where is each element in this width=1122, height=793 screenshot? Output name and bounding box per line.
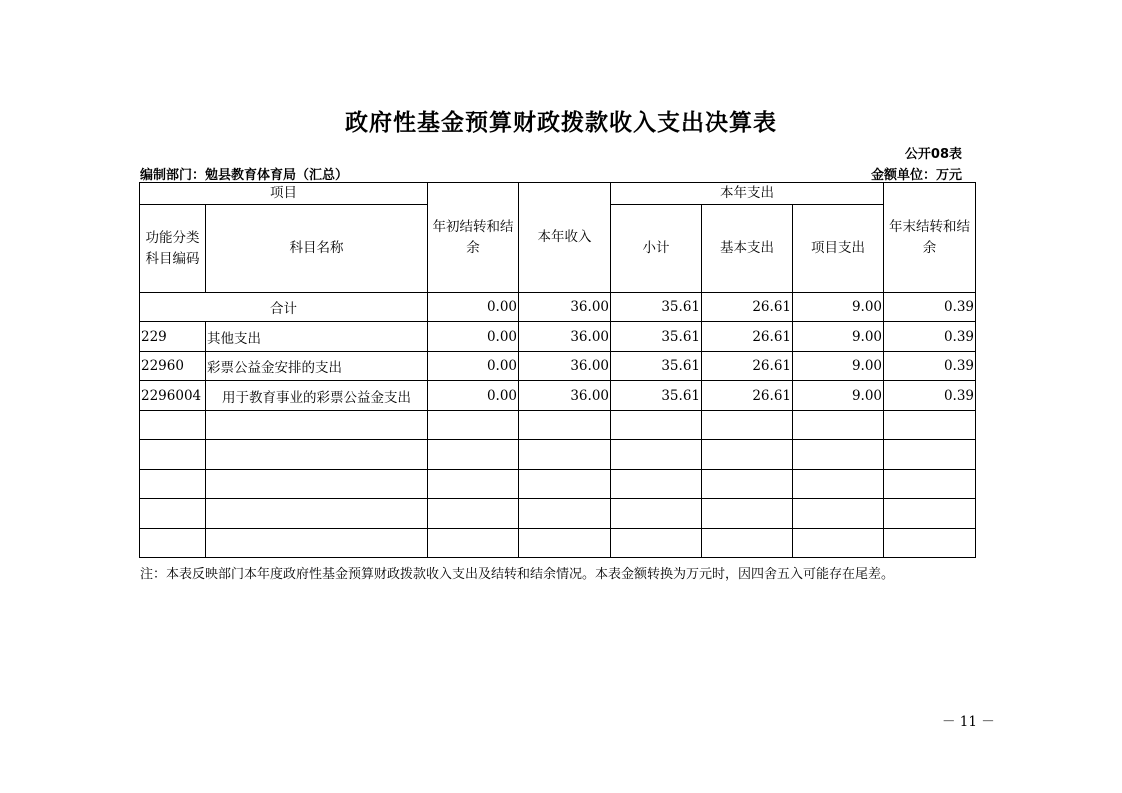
budget-table — [139, 182, 976, 558]
table-row — [140, 352, 976, 381]
header-project: 项目 — [140, 183, 428, 205]
header-begin-balance: 年初结转和结余 — [428, 183, 519, 293]
row-name: 彩票公益金安排的支出 — [206, 352, 428, 381]
row-value: 9.00 — [793, 352, 884, 381]
empty-row — [140, 411, 976, 440]
form-number: 公开08表 — [904, 147, 962, 162]
empty-row — [140, 470, 976, 499]
row-value: 0.39 — [884, 352, 976, 381]
total-value: 0.39 — [884, 293, 976, 322]
report-title: 政府性基金预算财政拨款收入支出决算表 — [345, 110, 777, 136]
row-value: 36.00 — [519, 381, 611, 411]
amount-unit: 金额单位：万元 — [870, 168, 962, 183]
total-value: 26.61 — [702, 293, 793, 322]
row-value: 0.00 — [428, 381, 519, 411]
header-project-exp: 项目支出 — [793, 205, 884, 293]
compiling-department: 编制部门：勉县教育体育局（汇总） — [140, 168, 349, 183]
row-value: 35.61 — [611, 322, 702, 352]
header-subtotal: 小计 — [611, 205, 702, 293]
row-code: 22960 — [140, 352, 206, 381]
row-value: 9.00 — [793, 322, 884, 352]
header-name: 科目名称 — [206, 205, 428, 293]
row-value: 36.00 — [519, 322, 611, 352]
table-note: 注：本表反映部门本年度政府性基金预算财政拨款收入支出及结转和结余情况。本表金额转换为万元时，因四舍五入可能存在尾差。 — [140, 567, 895, 582]
row-value: 35.61 — [611, 381, 702, 411]
empty-row — [140, 440, 976, 470]
row-value: 36.00 — [519, 352, 611, 381]
row-value: 0.39 — [884, 322, 976, 352]
total-label: 合计 — [140, 293, 428, 322]
row-value: 26.61 — [702, 322, 793, 352]
page-number: － 11 － — [942, 714, 995, 730]
row-value: 9.00 — [793, 381, 884, 411]
row-name: 用于教育事业的彩票公益金支出 — [206, 381, 428, 411]
header-basic: 基本支出 — [702, 205, 793, 293]
empty-row — [140, 499, 976, 529]
total-value: 9.00 — [793, 293, 884, 322]
row-value: 0.00 — [428, 352, 519, 381]
row-code: 229 — [140, 322, 206, 352]
row-value: 35.61 — [611, 352, 702, 381]
row-value: 0.00 — [428, 322, 519, 352]
empty-row — [140, 529, 976, 558]
row-code: 2296004 — [140, 381, 206, 411]
table-row — [140, 322, 976, 352]
total-value: 0.00 — [428, 293, 519, 322]
total-value: 35.61 — [611, 293, 702, 322]
total-value: 36.00 — [519, 293, 611, 322]
total-row — [140, 293, 976, 322]
header-end-balance: 年末结转和结余 — [884, 183, 976, 293]
header-code: 功能分类科目编码 — [140, 205, 206, 293]
table-row — [140, 381, 976, 411]
header-expenditure: 本年支出 — [611, 183, 884, 205]
row-value: 26.61 — [702, 381, 793, 411]
header-income: 本年收入 — [519, 183, 611, 293]
row-name: 其他支出 — [206, 322, 428, 352]
row-value: 0.39 — [884, 381, 976, 411]
row-value: 26.61 — [702, 352, 793, 381]
